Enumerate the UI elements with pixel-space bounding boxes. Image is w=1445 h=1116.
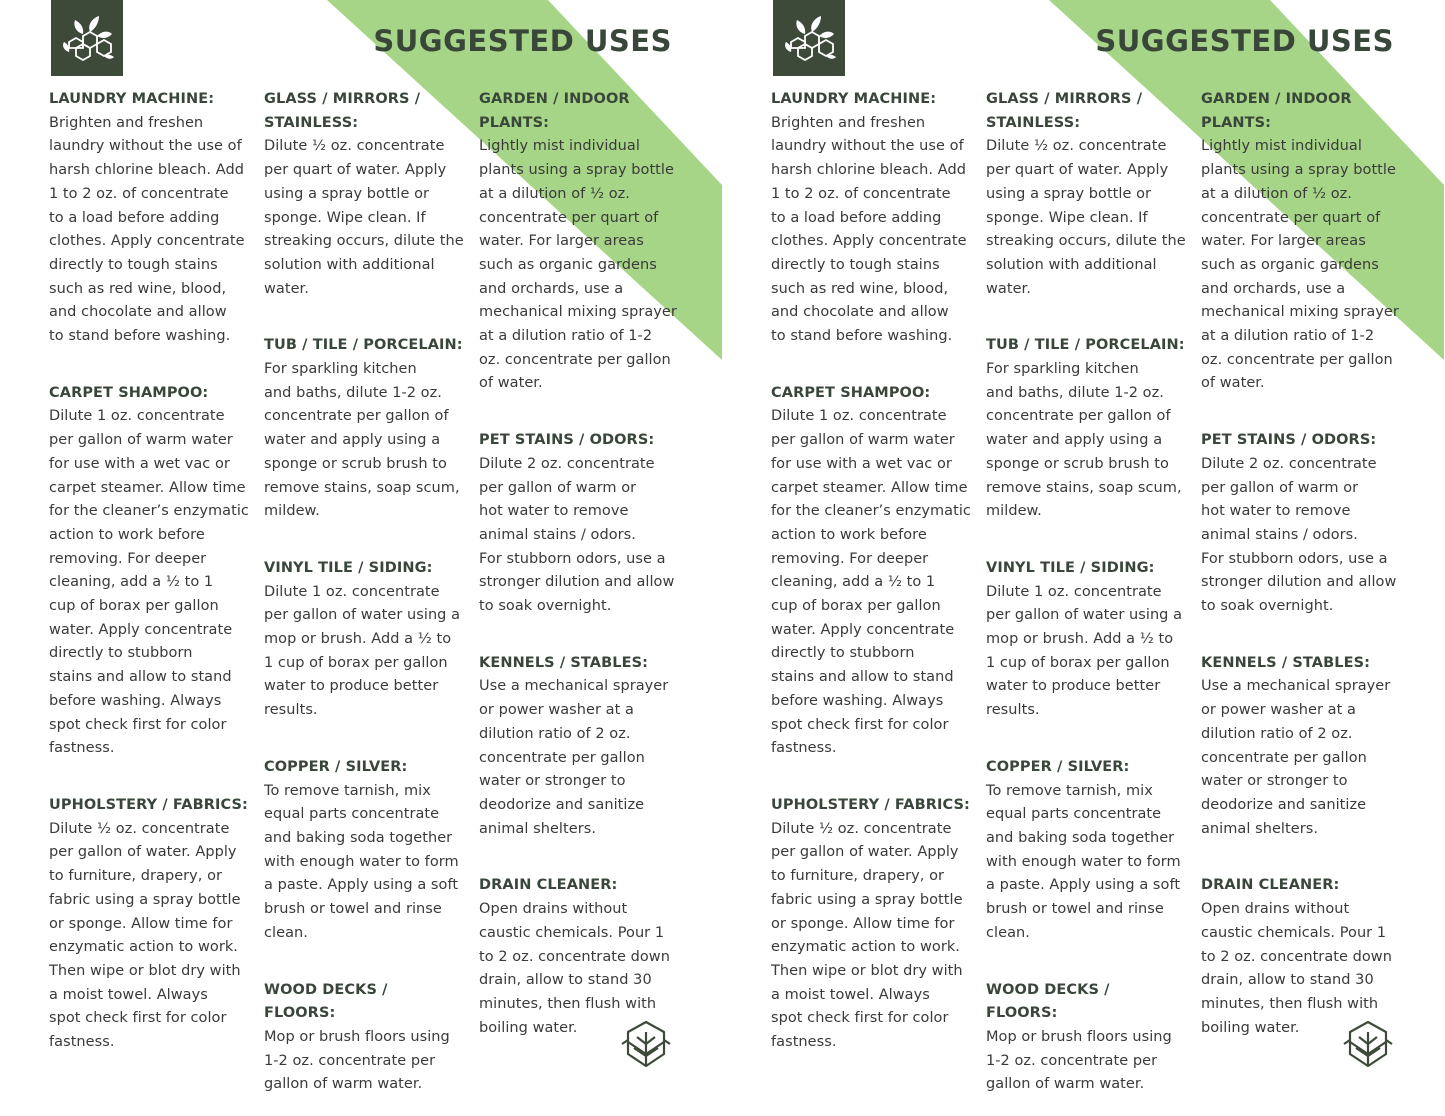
section-spacer <box>49 349 249 382</box>
section-heading: WOOD DECKS / FLOORS: <box>264 981 388 1022</box>
usage-section <box>264 557 464 723</box>
usage-section <box>1201 429 1401 619</box>
section-heading: PET STAINS / ODORS: <box>479 432 655 449</box>
usage-section <box>264 756 464 946</box>
usage-section <box>771 382 971 761</box>
column-3 <box>479 88 679 1040</box>
section-spacer <box>479 841 679 874</box>
hexagon-leaf-emblem-icon <box>1340 1020 1396 1070</box>
section-spacer <box>986 524 1186 557</box>
section-heading: COPPER / SILVER: <box>264 758 408 775</box>
brochure-panel-right <box>722 0 1444 1116</box>
section-body: Dilute 1 oz. concentrate per gallon of water using a mop or brush. Add a ½ to 1 cup of borax per gallon water to produce better results. <box>986 583 1183 719</box>
brand-logo-box <box>773 0 845 76</box>
section-body: Lightly mist individual plants using a spray bottle at a dilution of ½ oz. concentrate per quart of water. For larger areas such as organic gardens and orchards, use a mechanical mixing sprayer at a dilution ratio of 1-2 oz. concentrate per gallon of water. <box>479 138 677 392</box>
usage-section <box>1201 88 1401 396</box>
usage-section <box>264 334 464 524</box>
section-spacer <box>1201 841 1401 874</box>
section-spacer <box>771 761 971 794</box>
section-body: For sparkling kitchen and baths, dilute 1-2 oz. concentrate per gallon of water and apply using a sponge or scrub brush to remove stains, soap scum, mildew. <box>986 361 1182 520</box>
section-body: Dilute ½ oz. concentrate per quart of water. Apply using a spray bottle or sponge. Wipe clean. If streaking occurs, dilute the solution with additional water. <box>986 138 1186 297</box>
section-heading: LAUNDRY MACHINE: <box>49 91 215 107</box>
usage-section <box>1201 874 1401 1040</box>
section-body: For sparkling kitchen and baths, dilute 1-2 oz. concentrate per gallon of water and apply using a sponge or scrub brush to remove stains, soap scum, mildew. <box>264 361 460 520</box>
brochure-panel-left <box>0 0 722 1116</box>
section-body: Dilute ½ oz. concentrate per quart of water. Apply using a spray bottle or sponge. Wipe clean. If streaking occurs, dilute the solution with additional water. <box>264 138 464 297</box>
section-spacer <box>986 946 1186 979</box>
section-heading: CARPET SHAMPOO: <box>771 384 931 401</box>
section-body: Lightly mist individual plants using a spray bottle at a dilution of ½ oz. concentrate per quart of water. For larger areas such as organic gardens and orchards, use a mechanical mixing sprayer at a dilution ratio of 1-2 oz. concentrate per gallon of water. <box>1201 138 1399 392</box>
section-spacer <box>264 723 464 756</box>
leaf-hexagon-logo-icon <box>781 12 837 64</box>
section-heading: COPPER / SILVER: <box>986 758 1130 775</box>
section-heading: TUB / TILE / PORCELAIN: <box>264 337 463 354</box>
section-heading: GLASS / MIRRORS / STAINLESS: <box>986 91 1143 131</box>
section-heading: TUB / TILE / PORCELAIN: <box>986 337 1185 354</box>
column-1 <box>49 88 249 1055</box>
section-body: Brighten and freshen laundry without the use of harsh chlorine bleach. Add 1 to 2 oz. of concentrate to a load before adding clothes. Apply concentrate directly to tough stains such as red wine, blood, and chocolate and allow to stand before washing. <box>771 114 967 345</box>
column-2 <box>264 88 464 1097</box>
section-body: Use a mechanical sprayer or power washer at a dilution ratio of 2 oz. concentrate per gallon water or stronger to deodorize and sanitize animal shelters. <box>1201 678 1391 837</box>
section-spacer <box>771 349 971 382</box>
section-body: Dilute ½ oz. concentrate per gallon of water. Apply to furniture, drapery, or fabric using a spray bottle or sponge. Allow time for enzymatic action to work. Then wipe or blot dry with a moist towel. Always spot check first for color fastness. <box>771 820 963 1051</box>
section-spacer <box>1201 396 1401 429</box>
usage-section <box>986 756 1186 946</box>
section-spacer <box>986 301 1186 334</box>
usage-section <box>986 979 1186 1098</box>
section-body: Dilute 2 oz. concentrate per gallon of warm or hot water to remove animal stains / odors. For stubborn odors, use a stronger dilution and allow to soak overnight. <box>1201 455 1397 615</box>
usage-section <box>1201 652 1401 842</box>
page-title: SUGGESTED USES <box>1095 24 1394 58</box>
section-heading: KENNELS / STABLES: <box>479 654 649 671</box>
section-heading: CARPET SHAMPOO: <box>49 384 209 401</box>
usage-section <box>479 874 679 1040</box>
section-heading: LAUNDRY MACHINE: <box>771 91 937 107</box>
section-body: Dilute ½ oz. concentrate per gallon of water. Apply to furniture, drapery, or fabric using a spray bottle or sponge. Allow time for enzymatic action to work. Then wipe or blot dry with a moist towel. Always spot check first for color fastness. <box>49 820 241 1051</box>
section-heading: UPHOLSTERY / FABRICS: <box>771 796 970 813</box>
section-heading: VINYL TILE / SIDING: <box>264 559 433 576</box>
section-heading: UPHOLSTERY / FABRICS: <box>49 796 248 813</box>
section-spacer <box>986 723 1186 756</box>
section-body: To remove tarnish, mix equal parts concentrate and baking soda together with enough water to form a paste. Apply using a soft brush or towel and rinse clean. <box>986 782 1181 941</box>
usage-section <box>264 979 464 1098</box>
section-heading: GLASS / MIRRORS / STAINLESS: <box>264 91 421 131</box>
section-heading: GARDEN / INDOOR PLANTS: <box>1201 91 1352 131</box>
section-spacer <box>1201 619 1401 652</box>
section-body: Dilute 1 oz. concentrate per gallon of warm water for use with a wet vac or carpet steamer. Allow time for the cleaner’s enzymatic action to work before removing. For deeper cleaning, add a ½ to 1 cup of borax per gallon water. Apply concentrate directly to stubborn stains and allow to stand before washing. Always spot check first for color fastness. <box>49 408 249 757</box>
usage-section <box>49 382 249 761</box>
section-heading: GARDEN / INDOOR PLANTS: <box>479 91 630 131</box>
usage-section <box>771 88 971 349</box>
section-body: Dilute 1 oz. concentrate per gallon of water using a mop or brush. Add a ½ to 1 cup of borax per gallon water to produce better results. <box>264 583 461 719</box>
usage-section <box>479 652 679 842</box>
section-heading: PET STAINS / ODORS: <box>1201 432 1377 449</box>
section-spacer <box>264 301 464 334</box>
brand-logo-box <box>51 0 123 76</box>
section-body: Open drains without caustic chemicals. Pour 1 to 2 oz. concentrate down drain, allow to stand 30 minutes, then flush with boiling water. <box>479 901 670 1036</box>
usage-section <box>771 794 971 1055</box>
section-body: Use a mechanical sprayer or power washer at a dilution ratio of 2 oz. concentrate per gallon water or stronger to deodorize and sanitize animal shelters. <box>479 678 669 837</box>
section-body: Brighten and freshen laundry without the use of harsh chlorine bleach. Add 1 to 2 oz. of concentrate to a load before adding clothes. Apply concentrate directly to tough stains such as red wine, blood, and chocolate and allow to stand before washing. <box>49 114 245 345</box>
usage-section <box>49 794 249 1055</box>
section-spacer <box>49 761 249 794</box>
usage-section <box>49 88 249 349</box>
section-body: To remove tarnish, mix equal parts concentrate and baking soda together with enough water to form a paste. Apply using a soft brush or towel and rinse clean. <box>264 782 459 941</box>
column-3 <box>1201 88 1401 1040</box>
section-body: Dilute 2 oz. concentrate per gallon of warm or hot water to remove animal stains / odors. For stubborn odors, use a stronger dilution and allow to soak overnight. <box>479 455 675 615</box>
section-body: Mop or brush floors using 1-2 oz. concentrate per gallon of warm water. <box>986 1028 1172 1093</box>
section-heading: KENNELS / STABLES: <box>1201 654 1371 671</box>
section-spacer <box>479 396 679 429</box>
section-heading: DRAIN CLEANER: <box>1201 877 1340 894</box>
column-2 <box>986 88 1186 1097</box>
section-spacer <box>479 619 679 652</box>
usage-section <box>479 88 679 396</box>
section-body: Mop or brush floors using 1-2 oz. concentrate per gallon of warm water. <box>264 1028 450 1093</box>
section-heading: VINYL TILE / SIDING: <box>986 559 1155 576</box>
section-heading: DRAIN CLEANER: <box>479 877 618 894</box>
section-body: Open drains without caustic chemicals. Pour 1 to 2 oz. concentrate down drain, allow to stand 30 minutes, then flush with boiling water. <box>1201 901 1392 1036</box>
page-title: SUGGESTED USES <box>373 24 672 58</box>
section-spacer <box>264 524 464 557</box>
section-body: Dilute 1 oz. concentrate per gallon of warm water for use with a wet vac or carpet steamer. Allow time for the cleaner’s enzymatic action to work before removing. For deeper cleaning, add a ½ to 1 cup of borax per gallon water. Apply concentrate directly to stubborn stains and allow to stand before washing. Always spot check first for color fastness. <box>771 408 971 757</box>
usage-section <box>986 557 1186 723</box>
usage-section <box>264 88 464 301</box>
column-1 <box>771 88 971 1055</box>
hexagon-leaf-emblem-icon <box>618 1020 674 1070</box>
usage-section <box>986 334 1186 524</box>
section-heading: WOOD DECKS / FLOORS: <box>986 981 1110 1022</box>
leaf-hexagon-logo-icon <box>59 12 115 64</box>
section-spacer <box>264 946 464 979</box>
usage-section <box>986 88 1186 301</box>
usage-section <box>479 429 679 619</box>
